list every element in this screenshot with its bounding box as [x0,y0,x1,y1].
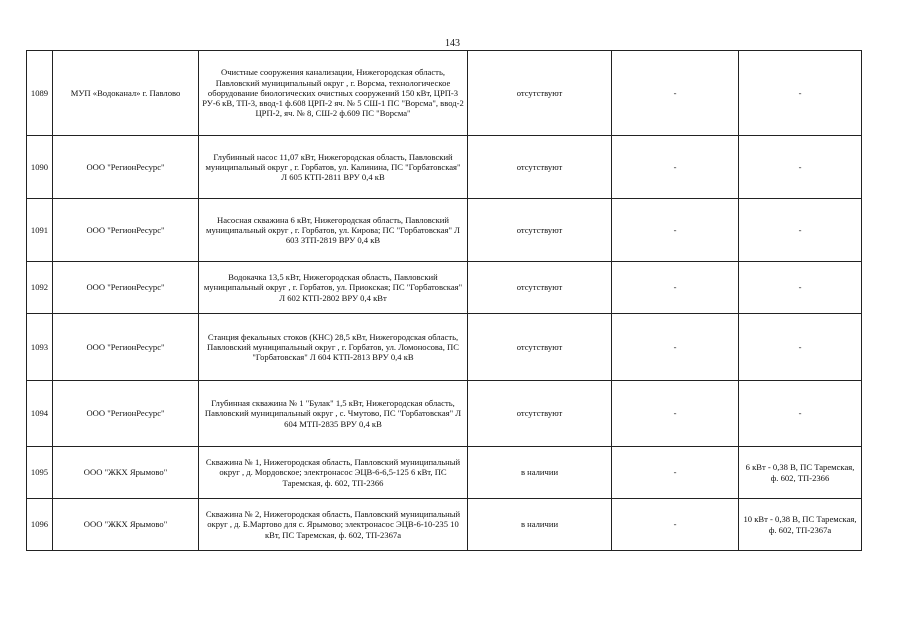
connection-details-cell: - [739,314,862,381]
connection-details-cell: 10 кВт - 0,38 В, ПС Таремская, ф. 602, ТП-2367а [739,499,862,551]
object-description-cell: Станция фекальных стоков (КНС) 28,5 кВт, Нижегородская область, Павловский муниципальный округ , г. Горбатов, ул. Ломоносова, ПС "Горбатовская" Л 604 КТП-2813 ВРУ 0,4 кВ [199,314,468,381]
connection-details-cell: - [739,136,862,199]
organization-cell: ООО "ЖКХ Ярымово" [53,447,199,499]
row-number-cell: 1095 [27,447,53,499]
backup-status-cell: отсутствуют [468,199,612,262]
organization-cell: ООО "РегионРесурс" [53,314,199,381]
backup-status-cell: в наличии [468,499,612,551]
object-description-cell: Скважина № 1, Нижегородская область, Павловский муниципальный округ , д. Мордовское; электронасос ЭЦВ-6-6,5-125 6 кВт, ПС Таремская, ф. 602, ТП-2366 [199,447,468,499]
object-description-cell: Глубинный насос 11,07 кВт, Нижегородская область, Павловский муниципальный округ , г. Горбатов, ул. Калинина, ПС "Горбатовская" Л 605 КТП-2811 ВРУ 0,4 кВ [199,136,468,199]
table-row [27,199,862,262]
organization-cell: ООО "РегионРесурс" [53,199,199,262]
alternative-source-cell: - [612,499,739,551]
connection-details-cell: - [739,51,862,136]
object-description-cell: Очистные сооружения канализации, Нижегородская область, Павловский муниципальный округ , г. Ворсма, технологическое оборудование биологических очистных сооружений 150 кВт, ЦРП-3 РУ-6 кВ, ТП-3, ввод-1 ф.608 ЦРП-2 яч. № 5 СШ-1 ПС "Ворсма", ввод-2 ЦРП-2, яч. № 8, СШ-2 ф.609 ПС "Ворсма" [199,51,468,136]
connection-details-cell: 6 кВт - 0,38 В, ПС Таремская, ф. 602, ТП-2366 [739,447,862,499]
object-description-cell: Водокачка 13,5 кВт, Нижегородская область, Павловский муниципальный округ , г. Горбатов, ул. Приокская; ПС "Горбатовская" Л 602 КТП-2802 ВРУ 0,4 кВт [199,262,468,314]
row-number-cell: 1096 [27,499,53,551]
table-row [27,51,862,136]
row-number-cell: 1093 [27,314,53,381]
alternative-source-cell: - [612,381,739,447]
row-number-cell: 1094 [27,381,53,447]
page-number: 143 [445,38,460,49]
object-description-cell: Глубинная скважина № 1 "Булак" 1,5 кВт, Нижегородская область, Павловский муниципальный округ , с. Чмутово, ПС "Горбатовская" Л 604 МТП-2835 ВРУ 0,4 кВ [199,381,468,447]
backup-status-cell: отсутствуют [468,136,612,199]
row-number-cell: 1092 [27,262,53,314]
organization-cell: ООО "ЖКХ Ярымово" [53,499,199,551]
organization-cell: МУП «Водоканал» г. Павлово [53,51,199,136]
connection-details-cell: - [739,199,862,262]
row-number-cell: 1090 [27,136,53,199]
object-description-cell: Скважина № 2, Нижегородская область, Павловский муниципальный округ , д. Б.Мартово для с. Ярымово; электронасос ЭЦВ-6-10-235 10 кВт, ПС Таремская, ф. 602, ТП-2367а [199,499,468,551]
organization-cell: ООО "РегионРесурс" [53,381,199,447]
backup-status-cell: отсутствуют [468,314,612,381]
alternative-source-cell: - [612,447,739,499]
backup-status-cell: отсутствуют [468,381,612,447]
table-row [27,499,862,551]
organization-cell: ООО "РегионРесурс" [53,136,199,199]
registry-table-body [27,51,862,551]
backup-status-cell: в наличии [468,447,612,499]
connection-details-cell: - [739,262,862,314]
alternative-source-cell: - [612,262,739,314]
alternative-source-cell: - [612,136,739,199]
backup-status-cell: отсутствуют [468,262,612,314]
alternative-source-cell: - [612,314,739,381]
backup-status-cell: отсутствуют [468,51,612,136]
table-row [27,314,862,381]
alternative-source-cell: - [612,199,739,262]
connection-details-cell: - [739,381,862,447]
registry-table [26,50,862,551]
table-row [27,381,862,447]
row-number-cell: 1091 [27,199,53,262]
object-description-cell: Насосная скважина 6 кВт, Нижегородская область, Павловский муниципальный округ , г. Горбатов, ул. Кирова; ПС "Горбатовская" Л 603 ЗТП-2819 ВРУ 0,4 кВ [199,199,468,262]
alternative-source-cell: - [612,51,739,136]
organization-cell: ООО "РегионРесурс" [53,262,199,314]
table-row [27,136,862,199]
table-row [27,447,862,499]
row-number-cell: 1089 [27,51,53,136]
table-row [27,262,862,314]
